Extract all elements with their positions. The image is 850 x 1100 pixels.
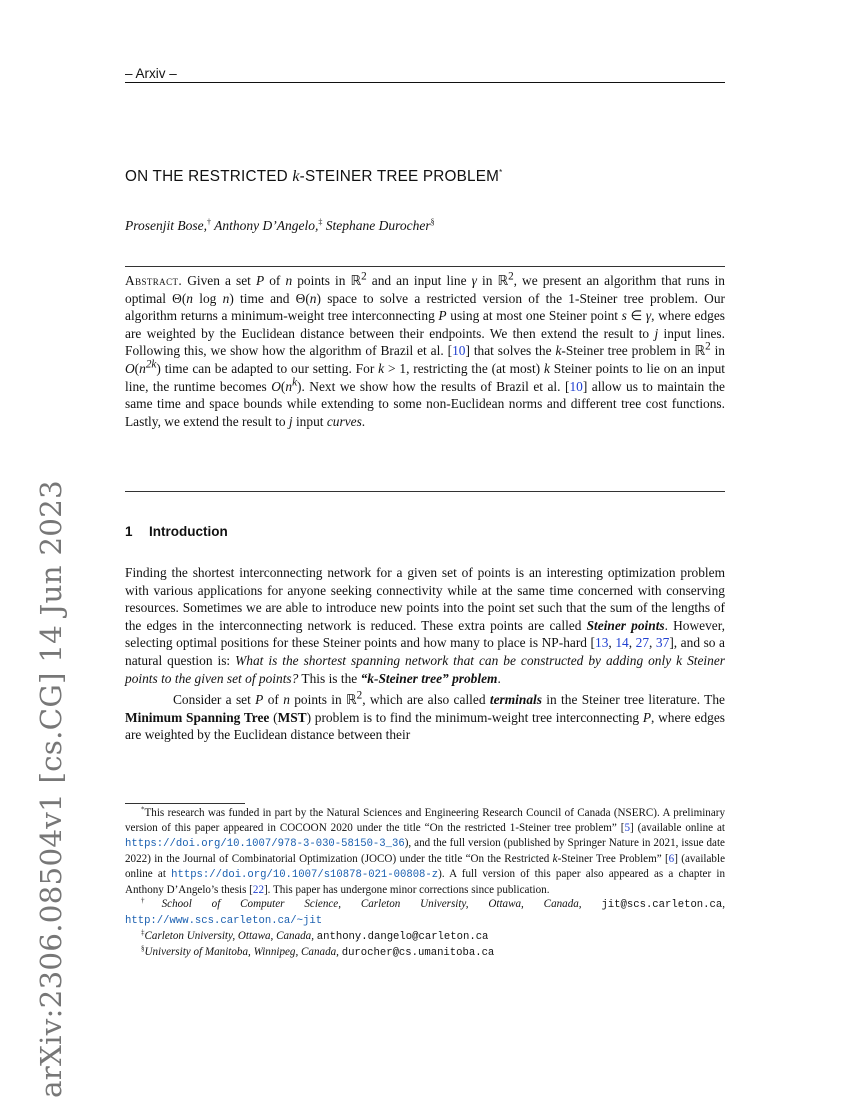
header-rule (125, 82, 725, 83)
author-name: Stephane Durocher (325, 218, 431, 233)
section-title: Introduction (149, 524, 228, 539)
footnote: †School of Computer Science, Carleton University, Ottawa, Canada, jit@scs.carleton.ca, http://www.scs.carleton.ca/~jit (125, 896, 726, 928)
homepage-link[interactable]: http://www.scs.carleton.ca/~jit (125, 915, 323, 928)
citation-link[interactable]: 22 (252, 883, 264, 896)
footnote: *This research was funded in part by the Natural Sciences and Engineering Research Council of Canada (NSERC). A preliminary version of this paper appeared in COCOON 2020 under the title “On the restricted 1-Steiner tree problem” [5] (available online at https://doi.org/10.1007/978-3-030-58150-3_36), and the full version (published by Springer Nature in 2021, issue date 2022) in the Journal of Combinatorial Optimization (JOCO) under the title “On the Restricted k-Steiner Tree Problem” [6] (available online at https://doi.org/10.1007/s10878-021-00808-z). A full version of this paper also appeared as a chapter in Anthony D’Angelo’s thesis [22]. This paper has undergone minor corrections since publication. (125, 805, 725, 896)
email-link[interactable]: jit@scs.carleton.ca (601, 899, 723, 912)
footnote-rule (125, 803, 245, 804)
author-name: Anthony D’Angelo, (214, 218, 319, 233)
arxiv-id-text: arXiv:2306.08504v1 [cs.CG] 14 Jun 2023 (34, 480, 68, 1098)
citation-link[interactable]: 6 (668, 852, 675, 865)
citation-link[interactable]: 37 (655, 635, 670, 651)
citation-link[interactable]: 5 (624, 821, 631, 834)
footnote: §University of Manitoba, Winnipeg, Canada, durocher@cs.umanitoba.ca (141, 944, 495, 960)
arxiv-side-identifier (4, 0, 68, 1100)
abstract-bottom-rule (125, 491, 725, 492)
paragraph: Finding the shortest interconnecting network for a given set of points is an interesting optimization problem with various applications for anyone seeking connectivity while at the same time concerned with conserving resources. Sometimes we are able to introduce new points into the point set such that the sum of the lengths of the edges in the interconnecting network is reduced. These extra points are called Steiner points. However, selecting optimal positions for these Steiner points and how many to place is NP-hard [13, 14, 27, 37], and so a natural question is: What is the shortest spanning network that can be constructed by adding only k Steiner points to the given set of points? This is the “k-Steiner tree” problem. (125, 565, 725, 686)
author-mark: ‡ (318, 217, 323, 227)
doi-link[interactable]: https://doi.org/10.1007/978-3-030-58150-3_36 (125, 837, 405, 850)
author-list (125, 218, 435, 234)
citation-link[interactable]: 10 (569, 378, 583, 394)
citation-link[interactable]: 14 (615, 635, 629, 651)
abstract: Abstract. Given a set P of n points in ℝ$^2$ and an input line γ in ℝ$^2$, we present an algorithm that runs in optimal Θ(n log n) time and Θ(n) space to solve a restricted version of the 1-Steiner tree problem. Our algorithm returns a minimum-weight tree interconnecting P using at most one Steiner point s ∈ γ, where edges are weighted by the Euclidean distance between their endpoints. We then extend the result to j input lines. Following this, we show how the algorithm of Brazil et al. [10] that solves the k-Steiner tree problem in ℝ$^2$ in $O(n^{2k})$ time can be adapted to our setting. For k > 1, restricting the (at most) k Steiner points to lie on an input line, the runtime becomes $O(n^k)$. Next we show how the results of Brazil et al. [10] allow us to maintain the same time and space bounds while extending to some non-Euclidean norms and different tree cost functions. Lastly, we extend the result to j input curves. (125, 270, 726, 429)
doi-link[interactable]: https://doi.org/10.1007/s10878-021-00808-z (171, 868, 439, 881)
introduction-body (125, 564, 725, 744)
footnotes (125, 806, 725, 961)
abstract-top-rule (125, 266, 725, 267)
section-number: 1 (125, 524, 133, 539)
paragraph: Consider a set P of n points in ℝ$^2$, which are also called terminals in the Steiner tree literature. The Minimum Spanning Tree (MST) problem is to find the minimum-weight tree interconnecting P, where edges are weighted by the Euclidean distance between their (125, 689, 726, 743)
author-mark: † (207, 217, 211, 227)
running-header: – Arxiv – (125, 66, 177, 81)
footnote: ‡Carleton University, Ottawa, Canada, anthony.dangelo@carleton.ca (141, 928, 489, 944)
author-mark: § (430, 217, 435, 227)
paper-title: ON THE RESTRICTED k-STEINER TREE PROBLEM* (125, 167, 503, 185)
email-link[interactable]: durocher@cs.umanitoba.ca (341, 947, 495, 960)
abstract-label: Abstract. (125, 273, 183, 288)
section-heading (125, 524, 228, 539)
citation-link[interactable]: 27 (635, 635, 650, 651)
citation-link[interactable]: 13 (595, 635, 609, 651)
email-link[interactable]: anthony.dangelo@carleton.ca (316, 931, 489, 944)
citation-link[interactable]: 10 (452, 343, 466, 359)
author-name: Prosenjit Bose, (125, 218, 207, 233)
